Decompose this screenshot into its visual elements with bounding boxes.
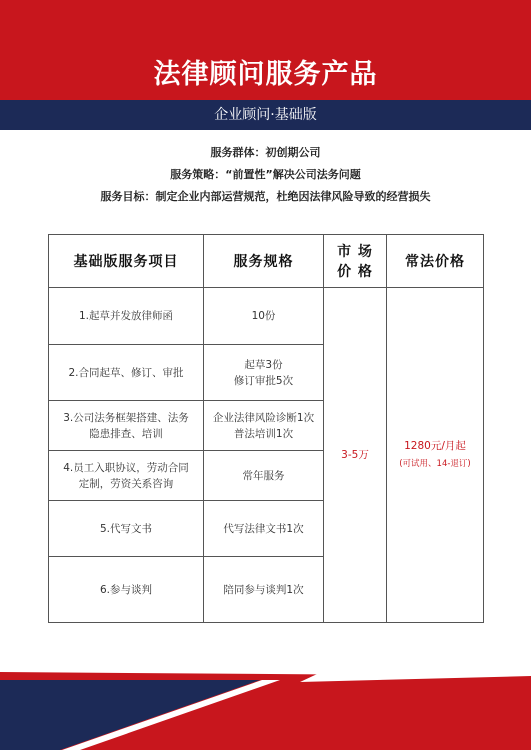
market-price-cell: 3-5万: [324, 288, 387, 623]
item-line: 隐患排查、培训: [89, 427, 163, 440]
footer-decoration: [0, 640, 531, 750]
header-normal-price: 常法价格: [387, 235, 484, 288]
spec-line: 修订审批5次: [233, 374, 294, 387]
table-row: [49, 288, 484, 345]
info-audience-label: 服务群体：: [210, 146, 266, 159]
page-subtitle: 企业顾问·基础版: [214, 107, 317, 123]
spec-line: 普法培训1次: [233, 427, 294, 440]
item-line: 定制，劳资关系咨询: [78, 477, 174, 490]
info-strategy-value: “前置性”解决公司法务问题: [225, 168, 361, 181]
item-cell: [49, 401, 204, 451]
spec-cell: 陪同参与谈判1次: [204, 557, 324, 623]
service-table: [48, 234, 484, 623]
item-cell: 2.合同起草、修订、审批: [49, 345, 204, 401]
spec-cell: [204, 345, 324, 401]
info-audience: [0, 144, 531, 160]
normal-price-cell: [387, 288, 484, 623]
normal-price: 1280元/月起: [404, 440, 466, 452]
info-strategy-label: 服务策略：: [170, 168, 226, 181]
spec-cell: 10份: [204, 288, 324, 345]
item-cell: 6.参与谈判: [49, 557, 204, 623]
item-cell: 5.代写文书: [49, 501, 204, 557]
page-title: 法律顾问服务产品: [153, 59, 378, 90]
spec-line: 起草3份: [244, 358, 283, 371]
normal-price-note: (可试用、14-退订): [399, 459, 471, 469]
header-spec: 服务规格: [204, 235, 324, 288]
info-goal: [0, 188, 531, 204]
header-items: 基础版服务项目: [49, 235, 204, 288]
item-line: 3.公司法务框架搭建、法务: [63, 411, 189, 424]
spec-cell: 代写法律文书1次: [204, 501, 324, 557]
info-audience-value: 初创期公司: [265, 146, 321, 159]
spec-cell: [204, 401, 324, 451]
header-market-line2: 价 格: [337, 264, 373, 280]
spec-cell: 常年服务: [204, 451, 324, 501]
header-market-price: [324, 235, 387, 288]
item-cell: 1.起草并发放律师函: [49, 288, 204, 345]
item-cell: [49, 451, 204, 501]
header-market-line1: 市 场: [337, 244, 373, 260]
info-goal-value: 制定企业内部运营规范，杜绝因法律风险导致的经营损失: [155, 190, 431, 203]
info-strategy: [0, 166, 531, 182]
info-goal-label: 服务目标：: [100, 190, 156, 203]
item-line: 4.员工入职协议，劳动合同: [63, 461, 189, 474]
spec-line: 企业法律风险诊断1次: [212, 411, 315, 424]
